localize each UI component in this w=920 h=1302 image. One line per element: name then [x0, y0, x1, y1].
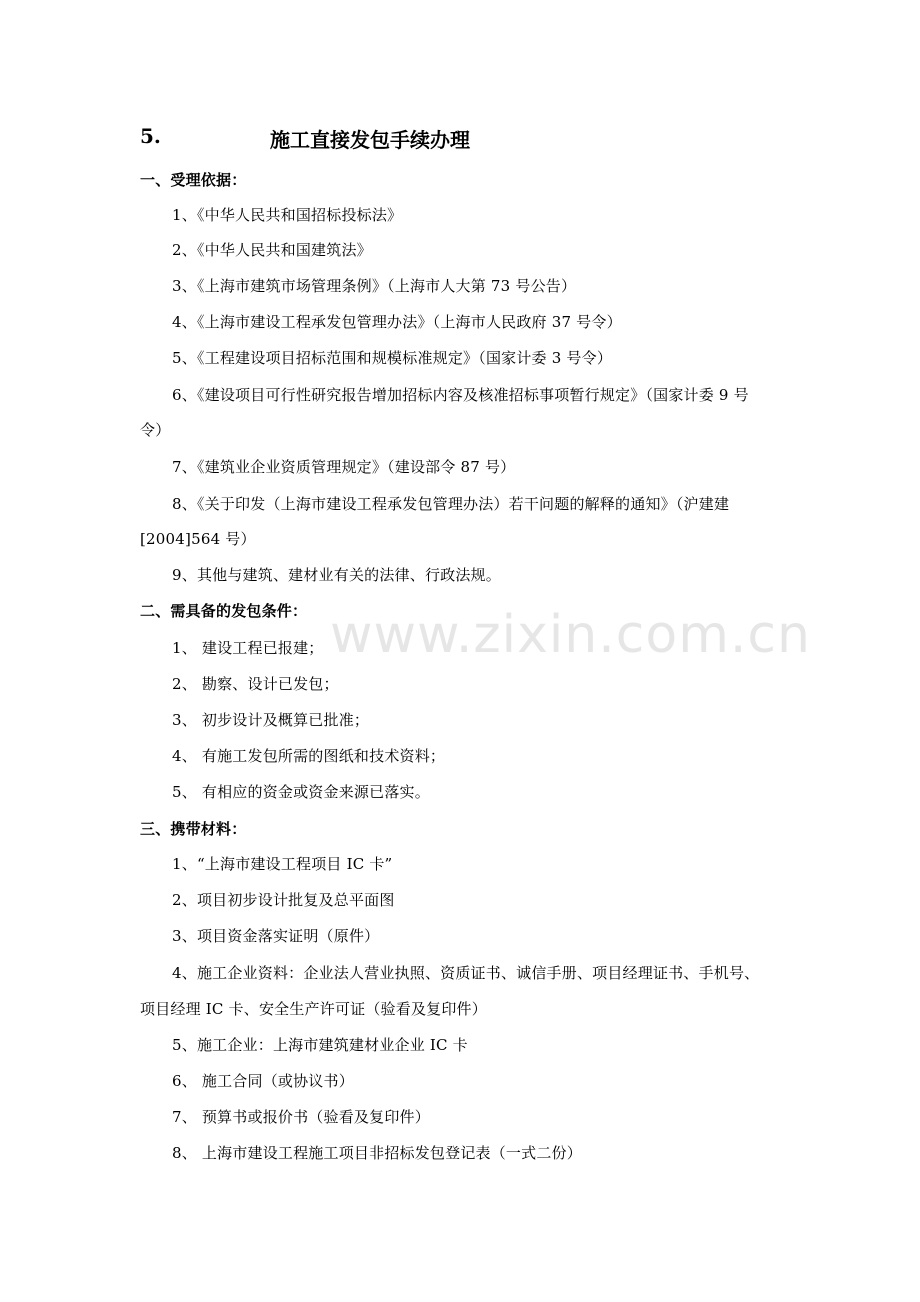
list-item-continuation: 项目经理 IC 卡、安全生产许可证（验看及复印件）	[140, 1000, 487, 1018]
list-item: 2、《中华人民共和国建筑法》	[172, 241, 372, 259]
list-item: 5、《工程建设项目招标范围和规模标准规定》（国家计委 3 号令）	[172, 349, 613, 367]
list-item: 2、项目初步设计批复及总平面图	[172, 891, 395, 909]
list-item: 1、“上海市建设工程项目 IC 卡”	[172, 855, 393, 873]
list-item: 3、项目资金落实证明（原件）	[172, 927, 380, 945]
list-item: 4、《上海市建设工程承发包管理办法》（上海市人民政府 37 号令）	[172, 313, 622, 331]
list-item-continuation: 令）	[140, 421, 171, 439]
section-heading-basis: 一、受理依据：	[140, 171, 247, 189]
list-item: 3、《上海市建筑市场管理条例》（上海市人大第 73 号公告）	[172, 277, 577, 295]
page-title: 施工直接发包手续办理	[270, 128, 470, 152]
section-heading-conditions: 二、需具备的发包条件：	[140, 602, 308, 620]
watermark: www.zixin.com.cn	[330, 605, 811, 665]
list-item: 2、 勘察、设计已发包；	[172, 675, 339, 693]
list-item: 4、施工企业资料：企业法人营业执照、资质证书、诚信手册、项目经理证书、手机号、	[172, 964, 760, 982]
title-number: 5.	[140, 124, 161, 148]
list-item: 8、《关于印发（上海市建设工程承发包管理办法）若干问题的解释的通知》（沪建建	[172, 495, 730, 513]
list-item: 6、《建设项目可行性研究报告增加招标内容及核准招标事项暂行规定》（国家计委 9 号	[172, 386, 749, 404]
list-item-continuation: [2004]564 号）	[140, 530, 256, 548]
list-item: 5、施工企业：上海市建筑建材业企业 IC 卡	[172, 1036, 468, 1054]
list-item: 5、 有相应的资金或资金来源已落实。	[172, 783, 430, 801]
list-item: 9、其他与建筑、建材业有关的法律、行政法规。	[172, 566, 501, 584]
list-item: 1、《中华人民共和国招标投标法》	[172, 206, 403, 224]
list-item: 1、 建设工程已报建；	[172, 639, 324, 657]
list-item: 8、 上海市建设工程施工项目非招标发包登记表（一式二份）	[172, 1144, 582, 1162]
list-item: 6、 施工合同（或协议书）	[172, 1072, 354, 1090]
list-item: 7、 预算书或报价书（验看及复印件）	[172, 1108, 430, 1126]
list-item: 3、 初步设计及概算已批准；	[172, 711, 370, 729]
list-item: 4、 有施工发包所需的图纸和技术资料；	[172, 747, 446, 765]
section-heading-materials: 三、携带材料：	[140, 820, 247, 838]
list-item: 7、《建筑业企业资质管理规定》（建设部令 87 号）	[172, 458, 516, 476]
